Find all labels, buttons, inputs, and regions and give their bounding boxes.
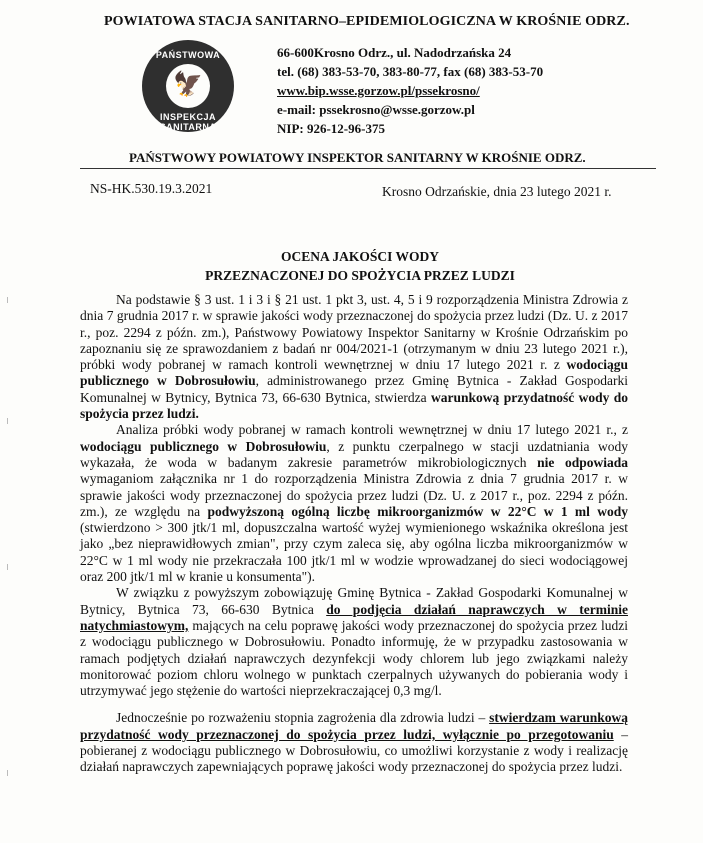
scan-margin-mark [7, 418, 11, 424]
document-body [80, 292, 628, 776]
document-title [150, 247, 570, 285]
email[interactable]: e-mail: pssekrosno@wsse.gorzow.pl [277, 102, 475, 117]
scan-margin-mark [7, 770, 11, 776]
paragraph-2: Analiza próbki wody pobranej w ramach kontroli wewnętrznej w dniu 17 lutego 2021 r., z wodociągu publicznego w Dobrosułowiu, z punktu czerpalnego w stacji uzdatniania wody wykazała, że woda w badanym zakresie parametrów mikrobiologicznych nie odpowiada wymaganiom załącznika nr 1 do rozporządzenia Ministra Zdrowia z dnia 7 grudnia 2017 r. w sprawie jakości wody przeznaczonej do spożycia przez ludzi (Dz. U. z 2017 r., poz. 2294 z późn. zm.), ze względu na podwyższoną ogólną liczbę mikroorganizmów w 22°C w 1 ml wody (stwierdzono > 300 jtk/1 ml, dopuszczalna wartość wyżej wymienionego wskaźnika określona jest jako „bez nieprawidłowych zmian", przy czym zaleca się, aby ogólna liczba mikroorganizmów w 22°C w 1 ml wody nie przekraczała 100 jtk/1 ml w wodzie wprowadzanej do sieci wodociągowej oraz 200 jtk/1 ml w kranie u konsumenta"). [80, 422, 628, 585]
institution-name: POWIATOWA STACJA SANITARNO–EPIDEMIOLOGICZNA W KROŚNIE ODRZ. [104, 14, 630, 29]
title-line-2: PRZEZNACZONEJ DO SPOŻYCIA PRZEZ LUDZI [205, 268, 515, 283]
logo-text-bottom: INSPEKCJA SANITARNA [159, 112, 217, 132]
website-link[interactable]: www.bip.wsse.gorzow.pl/pssekrosno/ [277, 83, 480, 98]
paragraph-1: Na podstawie § 3 ust. 1 i 3 i § 21 ust. 1 pkt 3, ust. 4, 5 i 9 rozporządzenia Ministra Zdrowia z dnia 7 grudnia 2017 r. w sprawie jakości wody przeznaczonej do spożycia przez ludzi (Dz. U. z 2017 r., poz. 2294 z późn. zm.), Państwowy Powiatowy Inspektor Sanitarny w Krośnie Odrzańskim po zapoznaniu się ze sprawozdaniem z badań nr 004/2021-1 (otrzymanym w dniu 23 lutego 2021 r.), próbki wody pobranej w ramach kontroli wewnętrznej w dniu 17 lutego 2021 r. z wodociągu publicznego w Dobrosułowiu, administrowanego przez Gminę Bytnica - Zakład Gospodarki Komunalnej w Bytnicy, Bytnica 73, 66-630 Bytnica, stwierdza warunkową przydatność wody do spożycia przez ludzi. [80, 292, 628, 422]
title-line-1: OCENA JAKOŚCI WODY [280, 249, 440, 264]
paragraph-3: W związku z powyższym zobowiązuję Gminę Bytnica - Zakład Gospodarki Komunalnej w Bytnicy, Bytnica 73, 66-630 Bytnica do podjęcia działań naprawczych w terminie natychmiastowym, mających na celu poprawę jakości wody przeznaczonej do spożycia przez ludzi z wodociągu publicznego w Dobrosułowiu. Ponadto informuję, że w przypadku zastosowania w ramach podjętych działań naprawczych dezynfekcji wody chlorem lub jego związkami należy monitorować poziom chloru wolnego w punktach czerpalnych używanych do pobierania wody i utrzymywać jego stężenie do wartości nieprzekraczającej 0,3 mg/l. [80, 585, 628, 699]
eagle-icon: 🦅 [173, 72, 203, 98]
phone-fax: tel. (68) 383-53-70, 383-80-77, fax (68) 383-53-70 [277, 64, 544, 79]
inspector-title: PAŃSTWOWY POWIATOWY INSPEKTOR SANITARNY W KROŚNIE ODRZ. [129, 150, 586, 165]
logo-text-top: PAŃSTWOWA [155, 50, 221, 60]
scan-margin-mark [7, 564, 11, 570]
place-date: Krosno Odrzańskie, dnia 23 lutego 2021 r. [382, 184, 612, 199]
reference-number: NS-HK.530.19.3.2021 [90, 181, 213, 196]
address: 66-600Krosno Odrz., ul. Nadodrzańska 24 [277, 45, 512, 60]
header-divider [80, 168, 656, 169]
logo-emblem [166, 64, 210, 108]
contact-block [277, 43, 677, 138]
paragraph-4: Jednocześnie po rozważeniu stopnia zagrożenia dla zdrowia ludzi – stwierdzam warunkową przydatność wody przeznaczonej do spożycia przez ludzi, wyłącznie po przegotowaniu – pobieranej z wodociągu publicznego w Dobrosułowiu, co umożliwi korzystanie z wody i realizację działań naprawczych zapewniających poprawę jakości wody przeznaczonej do spożycia przez ludzi. [80, 710, 629, 775]
sanitary-inspection-logo [142, 40, 234, 132]
scan-margin-mark [7, 297, 11, 303]
nip: NIP: 926-12-96-375 [277, 121, 385, 136]
